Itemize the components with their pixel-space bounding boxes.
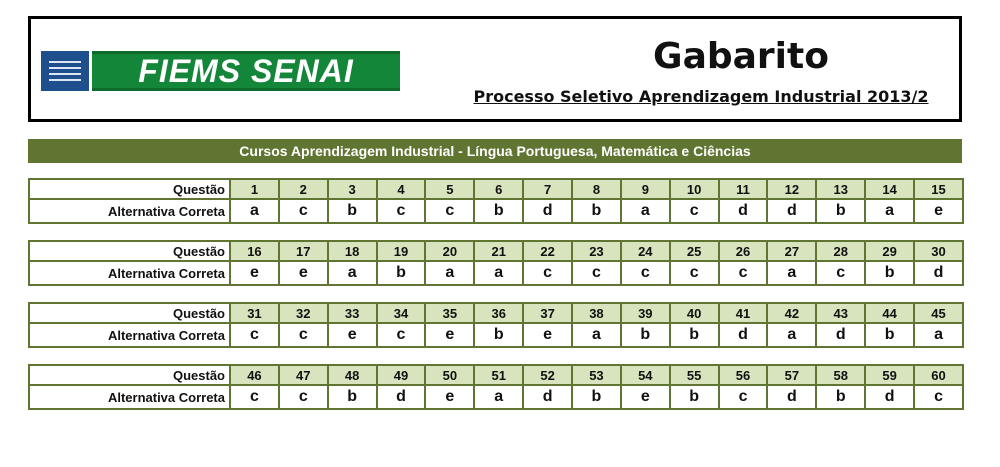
question-number: 55 (670, 365, 719, 385)
question-number: 44 (865, 303, 914, 323)
question-number: 53 (572, 365, 621, 385)
answer-value: a (230, 199, 279, 223)
question-number: 47 (279, 365, 328, 385)
question-number: 23 (572, 241, 621, 261)
answer-value: b (670, 323, 719, 347)
answer-value: c (523, 261, 572, 285)
question-number: 5 (425, 179, 474, 199)
answer-block (28, 240, 964, 286)
answer-value: c (670, 199, 719, 223)
answer-value: a (914, 323, 963, 347)
question-number: 2 (279, 179, 328, 199)
question-number: 42 (767, 303, 816, 323)
question-number: 54 (621, 365, 670, 385)
question-number: 51 (474, 365, 523, 385)
question-row (29, 241, 963, 261)
answer-value: b (474, 199, 523, 223)
answer-value: d (767, 199, 816, 223)
answer-value: e (230, 261, 279, 285)
answer-value: c (621, 261, 670, 285)
question-number: 28 (816, 241, 865, 261)
answer-value: d (914, 261, 963, 285)
answer-value: c (572, 261, 621, 285)
answer-table (28, 178, 964, 224)
answer-value: c (279, 385, 328, 409)
answer-value: a (767, 261, 816, 285)
answer-value: b (816, 385, 865, 409)
logo-text: FIEMS SENAI (138, 52, 354, 89)
answer-value: a (474, 385, 523, 409)
answer-value: c (230, 385, 279, 409)
question-number: 35 (425, 303, 474, 323)
fiems-senai-logo (92, 51, 400, 91)
answer-value: e (425, 323, 474, 347)
answer-table (28, 240, 964, 286)
question-number: 29 (865, 241, 914, 261)
answer-value: e (914, 199, 963, 223)
answer-value: e (523, 323, 572, 347)
answer-value: d (719, 323, 768, 347)
question-number: 12 (767, 179, 816, 199)
question-number: 52 (523, 365, 572, 385)
answer-value: d (523, 385, 572, 409)
answer-value: b (474, 323, 523, 347)
question-number: 57 (767, 365, 816, 385)
page-subtitle: Processo Seletivo Aprendizagem Industrial 2013/2 (473, 87, 929, 106)
answer-value: b (572, 199, 621, 223)
page-title: Gabarito (653, 36, 829, 77)
answer-value: a (865, 199, 914, 223)
question-number: 59 (865, 365, 914, 385)
question-number: 27 (767, 241, 816, 261)
question-number: 13 (816, 179, 865, 199)
question-number: 30 (914, 241, 963, 261)
question-number: 22 (523, 241, 572, 261)
answer-value: a (572, 323, 621, 347)
question-number: 40 (670, 303, 719, 323)
answer-value: e (425, 385, 474, 409)
answer-value: c (719, 385, 768, 409)
question-number: 14 (865, 179, 914, 199)
answer-value: d (523, 199, 572, 223)
answer-value: c (914, 385, 963, 409)
question-number: 56 (719, 365, 768, 385)
question-number: 60 (914, 365, 963, 385)
question-number: 20 (425, 241, 474, 261)
answer-value: c (377, 199, 426, 223)
answer-value: e (279, 261, 328, 285)
question-number: 7 (523, 179, 572, 199)
answer-label: Alternativa Correta (29, 323, 230, 347)
question-number: 19 (377, 241, 426, 261)
answer-value: a (767, 323, 816, 347)
answer-value: d (377, 385, 426, 409)
question-label: Questão (29, 241, 230, 261)
answer-value: a (328, 261, 377, 285)
question-number: 4 (377, 179, 426, 199)
question-number: 41 (719, 303, 768, 323)
question-number: 1 (230, 179, 279, 199)
question-number: 26 (719, 241, 768, 261)
answer-block (28, 302, 964, 348)
answer-block (28, 364, 964, 410)
fiems-emblem-icon (41, 51, 89, 91)
question-label: Questão (29, 303, 230, 323)
question-number: 3 (328, 179, 377, 199)
question-label: Questão (29, 365, 230, 385)
question-number: 34 (377, 303, 426, 323)
question-number: 6 (474, 179, 523, 199)
answer-table (28, 302, 964, 348)
answer-value: b (670, 385, 719, 409)
question-number: 32 (279, 303, 328, 323)
answer-value: d (816, 323, 865, 347)
question-number: 37 (523, 303, 572, 323)
answer-label: Alternativa Correta (29, 261, 230, 285)
answer-value: d (767, 385, 816, 409)
question-number: 36 (474, 303, 523, 323)
answer-row (29, 385, 963, 409)
answer-row (29, 199, 963, 223)
answer-value: a (474, 261, 523, 285)
question-number: 49 (377, 365, 426, 385)
answer-value: c (719, 261, 768, 285)
question-number: 25 (670, 241, 719, 261)
answer-value: e (328, 323, 377, 347)
question-number: 33 (328, 303, 377, 323)
answer-value: a (425, 261, 474, 285)
question-row (29, 303, 963, 323)
answer-value: b (865, 323, 914, 347)
answer-table (28, 364, 964, 410)
question-number: 16 (230, 241, 279, 261)
question-number: 17 (279, 241, 328, 261)
answer-value: e (621, 385, 670, 409)
answer-block (28, 178, 964, 224)
header-box (28, 16, 962, 122)
answer-value: b (328, 385, 377, 409)
question-number: 21 (474, 241, 523, 261)
answer-value: c (425, 199, 474, 223)
answer-value: c (279, 199, 328, 223)
question-row (29, 179, 963, 199)
section-title-bar (28, 139, 962, 163)
answer-value: c (670, 261, 719, 285)
question-number: 9 (621, 179, 670, 199)
question-row (29, 365, 963, 385)
question-number: 38 (572, 303, 621, 323)
question-number: 46 (230, 365, 279, 385)
question-number: 31 (230, 303, 279, 323)
answer-value: c (816, 261, 865, 285)
answer-value: c (377, 323, 426, 347)
question-number: 8 (572, 179, 621, 199)
answer-value: b (377, 261, 426, 285)
answer-value: d (719, 199, 768, 223)
question-number: 45 (914, 303, 963, 323)
answer-value: c (279, 323, 328, 347)
question-number: 24 (621, 241, 670, 261)
answer-label: Alternativa Correta (29, 385, 230, 409)
answer-row (29, 261, 963, 285)
answer-value: b (865, 261, 914, 285)
question-number: 15 (914, 179, 963, 199)
answer-value: c (230, 323, 279, 347)
answer-value: b (328, 199, 377, 223)
answer-value: d (865, 385, 914, 409)
question-number: 10 (670, 179, 719, 199)
question-number: 58 (816, 365, 865, 385)
section-title: Cursos Aprendizagem Industrial - Língua Portuguesa, Matemática e Ciências (239, 143, 751, 159)
question-number: 18 (328, 241, 377, 261)
question-number: 39 (621, 303, 670, 323)
answer-row (29, 323, 963, 347)
answer-label: Alternativa Correta (29, 199, 230, 223)
question-number: 50 (425, 365, 474, 385)
answer-value: b (572, 385, 621, 409)
answer-value: b (816, 199, 865, 223)
question-label: Questão (29, 179, 230, 199)
question-number: 48 (328, 365, 377, 385)
answer-value: a (621, 199, 670, 223)
question-number: 11 (719, 179, 768, 199)
answer-value: b (621, 323, 670, 347)
question-number: 43 (816, 303, 865, 323)
